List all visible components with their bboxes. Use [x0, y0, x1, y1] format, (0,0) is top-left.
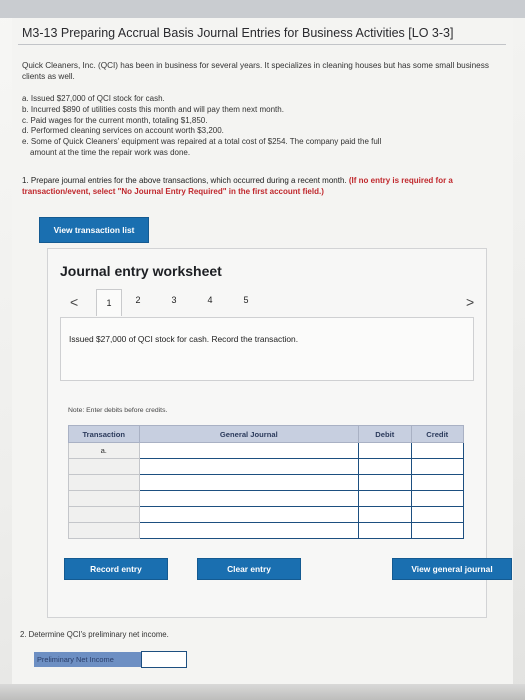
record-entry-button[interactable]: Record entry	[64, 558, 168, 580]
page-tab-1[interactable]: 1	[96, 289, 122, 316]
page-tab-5[interactable]: 5	[243, 295, 249, 305]
clear-entry-button[interactable]: Clear entry	[197, 558, 301, 580]
credit-input[interactable]	[411, 459, 464, 475]
column-header: General Journal	[139, 426, 359, 443]
transaction-cell	[69, 459, 140, 475]
debit-input[interactable]	[359, 507, 411, 523]
account-input[interactable]	[139, 523, 359, 539]
next-arrow-icon[interactable]: >	[466, 294, 475, 310]
worksheet-pager	[60, 291, 480, 317]
transaction-item: d. Performed cleaning services on account worth $3,200.	[22, 126, 224, 136]
transaction-cell	[69, 507, 140, 523]
transaction-item: amount at the time the repair work was done.	[30, 147, 191, 157]
title-divider	[18, 44, 506, 45]
transaction-cell	[69, 523, 140, 539]
column-header: Transaction	[69, 426, 140, 443]
page-title: M3-13 Preparing Accrual Basis Journal Entries for Business Activities [LO 3-3]	[22, 26, 454, 40]
debit-input[interactable]	[359, 491, 411, 507]
table-row	[69, 491, 464, 507]
prompt-text: Issued $27,000 of QCI stock for cash. Record the transaction.	[69, 334, 299, 344]
preliminary-net-income-input[interactable]	[141, 651, 187, 668]
debit-input[interactable]	[359, 459, 411, 475]
bottom-shadow	[0, 684, 525, 700]
table-row	[69, 459, 464, 475]
account-input[interactable]	[139, 491, 359, 507]
page-tab-3[interactable]: 3	[171, 295, 177, 305]
journal-entry-worksheet	[47, 248, 493, 618]
question-1	[22, 176, 492, 197]
intro-text: Quick Cleaners, Inc. (QCI) has been in business for several years. It specializes in cleaning houses but has some small business clients as well.	[22, 61, 489, 81]
transaction-item: a. Issued $27,000 of QCI stock for cash.	[22, 94, 165, 103]
debit-input[interactable]	[359, 475, 411, 491]
credit-input[interactable]	[411, 475, 464, 491]
page-tab-4[interactable]: 4	[207, 295, 213, 305]
transaction-cell	[69, 491, 140, 507]
transaction-item: b. Incurred $890 of utilities costs this month and will pay them next month.	[22, 104, 284, 114]
question-1-note: (If no entry is required for a transaction/event, select "No Journal Entry Required" in the first account field.)	[22, 176, 453, 196]
journal-table	[68, 425, 464, 539]
table-row	[69, 475, 464, 491]
credit-input[interactable]	[411, 443, 464, 459]
table-row	[69, 523, 464, 539]
debit-credit-note: Note: Enter debits before credits.	[68, 407, 168, 414]
question-1-text: 1. Prepare journal entries for the above transactions, which occurred during a recent month.	[22, 176, 347, 185]
top-bar	[0, 0, 525, 18]
question-2: 2. Determine QCI's preliminary net income.	[20, 630, 169, 639]
column-header: Debit	[359, 426, 411, 443]
table-row	[69, 443, 464, 459]
debit-input[interactable]	[359, 523, 411, 539]
assignment-page	[12, 18, 513, 700]
table-row	[69, 507, 464, 523]
transaction-cell: a.	[69, 443, 140, 459]
credit-input[interactable]	[411, 491, 464, 507]
view-general-journal-button[interactable]: View general journal	[392, 558, 512, 580]
page-tab-2[interactable]: 2	[135, 295, 141, 305]
account-input[interactable]	[139, 507, 359, 523]
account-input[interactable]	[139, 475, 359, 491]
debit-input[interactable]	[359, 443, 411, 459]
credit-input[interactable]	[411, 507, 464, 523]
account-input[interactable]	[139, 459, 359, 475]
transaction-prompt	[60, 317, 474, 381]
transaction-item: c. Paid wages for the current month, totaling $1,850.	[22, 115, 208, 125]
transaction-items	[22, 94, 492, 159]
worksheet-title: Journal entry worksheet	[60, 263, 222, 279]
view-transaction-list-button[interactable]: View transaction list	[39, 217, 149, 243]
transaction-cell	[69, 475, 140, 491]
prev-arrow-icon[interactable]: <	[70, 294, 79, 310]
transaction-item: e. Some of Quick Cleaners' equipment was repaired at a total cost of $254. The company paid the full	[22, 137, 382, 147]
preliminary-net-income-label: Preliminary Net Income	[34, 652, 141, 667]
column-header: Credit	[411, 426, 464, 443]
credit-input[interactable]	[411, 523, 464, 539]
account-input[interactable]	[139, 443, 359, 459]
